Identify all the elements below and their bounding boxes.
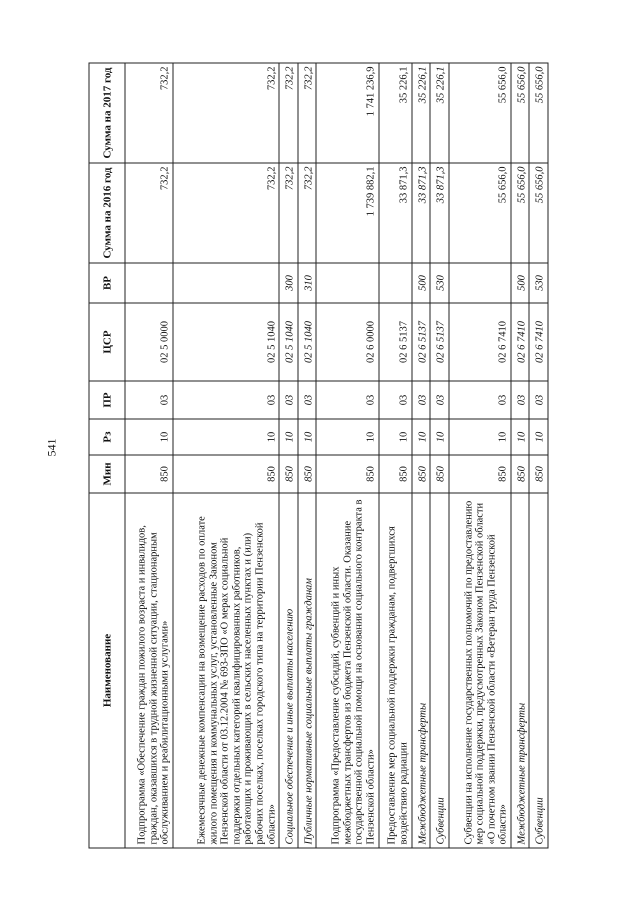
table-cell-pr: 03 xyxy=(279,381,297,419)
table-cell-sum-2017: 55 656,0 xyxy=(511,63,529,163)
table-cell-csr: 02 5 1040 xyxy=(172,303,278,381)
table-cell-sum-2017: 55 656,0 xyxy=(448,63,510,163)
table-cell-name: Подпрограмма «Обеспечение граждан пожилого возраста и инвалидов, граждан, оказавшихся в трудной жизненной ситуации, стационарным обслуживанием и реабилитационными услугами» xyxy=(125,493,173,848)
header-min: Мин xyxy=(89,455,125,493)
table-cell-min: 850 xyxy=(172,455,278,493)
page-number: 541 xyxy=(44,438,59,457)
table-cell-min: 850 xyxy=(297,455,315,493)
table-row xyxy=(411,63,429,848)
table-cell-rz: 10 xyxy=(378,419,411,455)
table-cell-sum-2016: 55 656,0 xyxy=(448,163,510,263)
table-cell-sum-2017: 732,2 xyxy=(172,63,278,163)
table-cell-csr: 02 5 1040 xyxy=(297,303,315,381)
rotated-table-block xyxy=(88,63,548,848)
table-cell-pr: 03 xyxy=(430,381,448,419)
table-cell-pr: 03 xyxy=(297,381,315,419)
table-cell-pr: 03 xyxy=(125,381,173,419)
table-cell-min: 850 xyxy=(448,455,510,493)
table-cell-rz: 10 xyxy=(411,419,429,455)
table-cell-csr: 02 6 7410 xyxy=(448,303,510,381)
table-cell-name: Ежемесячные денежные компенсации на возмещение расходов по оплате жилого помещения и коммунальных услуг, установленные Законом Пензенской области от 03.12.2004 № 693-ЗПО «О мерах социальной поддержки отдельных категорий квалифицированных работников, работающих и проживающих в сельских населенных пунктах и (или) рабочих поселках, поселках городского типа на территории Пензенской области» xyxy=(172,493,278,848)
table-cell-name: Субвенции xyxy=(430,493,448,848)
table-cell-csr: 02 5 0000 xyxy=(125,303,173,381)
table-cell-sum-2016: 33 871,3 xyxy=(378,163,411,263)
table-cell-vr xyxy=(316,263,378,303)
table-cell-rz: 10 xyxy=(172,419,278,455)
table-cell-name: Социальное обеспечение и иные выплаты населению xyxy=(279,493,297,848)
table-row xyxy=(172,63,278,848)
table-row xyxy=(378,63,411,848)
header-name: Наименование xyxy=(89,493,125,848)
table-cell-rz: 10 xyxy=(316,419,378,455)
table-cell-sum-2017: 732,2 xyxy=(297,63,315,163)
table-cell-min: 850 xyxy=(125,455,173,493)
table-header-row xyxy=(89,63,125,848)
table-cell-vr: 530 xyxy=(430,263,448,303)
table-row xyxy=(529,63,548,848)
table-cell-min: 850 xyxy=(411,455,429,493)
table-cell-name: Публичные нормативные социальные выплаты гражданам xyxy=(297,493,315,848)
table-cell-vr: 500 xyxy=(411,263,429,303)
table-cell-vr xyxy=(172,263,278,303)
budget-table xyxy=(88,62,548,848)
header-sum-2016: Сумма на 2016 год xyxy=(89,163,125,263)
table-row xyxy=(125,63,173,848)
table-cell-sum-2016: 55 656,0 xyxy=(529,163,548,263)
table-cell-name: Межбюджетные трансферты xyxy=(411,493,429,848)
table-cell-sum-2016: 732,2 xyxy=(279,163,297,263)
table-cell-sum-2017: 35 226,1 xyxy=(430,63,448,163)
table-cell-rz: 10 xyxy=(279,419,297,455)
table-cell-rz: 10 xyxy=(430,419,448,455)
table-cell-csr: 02 6 5137 xyxy=(378,303,411,381)
table-cell-min: 850 xyxy=(279,455,297,493)
table-cell-vr: 310 xyxy=(297,263,315,303)
table-cell-sum-2016: 732,2 xyxy=(125,163,173,263)
table-cell-sum-2016: 55 656,0 xyxy=(511,163,529,263)
table-cell-csr: 02 6 7410 xyxy=(529,303,548,381)
table-cell-name: Предоставление мер социальной поддержки гражданам, подвергшихся воздействию радиации xyxy=(378,493,411,848)
table-cell-name: Межбюджетные трансферты xyxy=(511,493,529,848)
table-cell-sum-2017: 1 741 236,9 xyxy=(316,63,378,163)
header-csr: ЦСР xyxy=(89,303,125,381)
table-cell-rz: 10 xyxy=(529,419,548,455)
table-cell-pr: 03 xyxy=(411,381,429,419)
table-cell-pr: 03 xyxy=(316,381,378,419)
table-cell-pr: 03 xyxy=(511,381,529,419)
table-cell-csr: 02 5 1040 xyxy=(279,303,297,381)
table-cell-name: Подпрограмма «Предоставление субсидий, субвенций и иных межбюджетных трансфертов из бюджета Пензенской области. Оказание государственной социальной помощи на основании социального контракта в Пензенской области» xyxy=(316,493,378,848)
table-cell-pr: 03 xyxy=(529,381,548,419)
table-cell-csr: 02 6 5137 xyxy=(411,303,429,381)
table-cell-sum-2016: 732,2 xyxy=(172,163,278,263)
table-row xyxy=(511,63,529,848)
table-cell-vr xyxy=(125,263,173,303)
header-pr: ПР xyxy=(89,381,125,419)
table-cell-vr: 530 xyxy=(529,263,548,303)
header-vr: ВР xyxy=(89,263,125,303)
table-cell-csr: 02 6 0000 xyxy=(316,303,378,381)
table-cell-min: 850 xyxy=(511,455,529,493)
table-cell-min: 850 xyxy=(378,455,411,493)
header-sum-2017: Сумма на 2017 год xyxy=(89,63,125,163)
table-cell-min: 850 xyxy=(316,455,378,493)
table-cell-pr: 03 xyxy=(448,381,510,419)
table-cell-sum-2017: 35 226,1 xyxy=(378,63,411,163)
table-row xyxy=(316,63,378,848)
table-cell-rz: 10 xyxy=(297,419,315,455)
table-cell-sum-2016: 732,2 xyxy=(297,163,315,263)
table-cell-rz: 10 xyxy=(125,419,173,455)
table-cell-pr: 03 xyxy=(378,381,411,419)
header-rz: Рз xyxy=(89,419,125,455)
table-cell-vr: 300 xyxy=(279,263,297,303)
table-row xyxy=(279,63,297,848)
table-cell-vr xyxy=(448,263,510,303)
table-row xyxy=(297,63,315,848)
table-cell-sum-2016: 1 739 882,1 xyxy=(316,163,378,263)
table-cell-sum-2017: 732,2 xyxy=(125,63,173,163)
table-cell-name: Субвенции на исполнение государственных полномочий по предоставлению мер социальной поддержки, предусмотренных Законом Пензенской области «О почетном звании Пензенской области «Ветеран труда Пензенской области» xyxy=(448,493,510,848)
table-cell-vr: 500 xyxy=(511,263,529,303)
table-cell-name: Субвенции xyxy=(529,493,548,848)
table-cell-rz: 10 xyxy=(448,419,510,455)
table-cell-sum-2017: 35 226,1 xyxy=(411,63,429,163)
table-cell-sum-2017: 55 656,0 xyxy=(529,63,548,163)
table-cell-min: 850 xyxy=(529,455,548,493)
table-cell-sum-2016: 33 871,3 xyxy=(411,163,429,263)
table-cell-rz: 10 xyxy=(511,419,529,455)
table-row xyxy=(430,63,448,848)
table-cell-min: 850 xyxy=(430,455,448,493)
table-row xyxy=(448,63,510,848)
table-cell-pr: 03 xyxy=(172,381,278,419)
table-cell-vr xyxy=(378,263,411,303)
table-cell-sum-2017: 732,2 xyxy=(279,63,297,163)
table-cell-csr: 02 6 7410 xyxy=(511,303,529,381)
table-cell-csr: 02 6 5137 xyxy=(430,303,448,381)
table-cell-sum-2016: 33 871,3 xyxy=(430,163,448,263)
